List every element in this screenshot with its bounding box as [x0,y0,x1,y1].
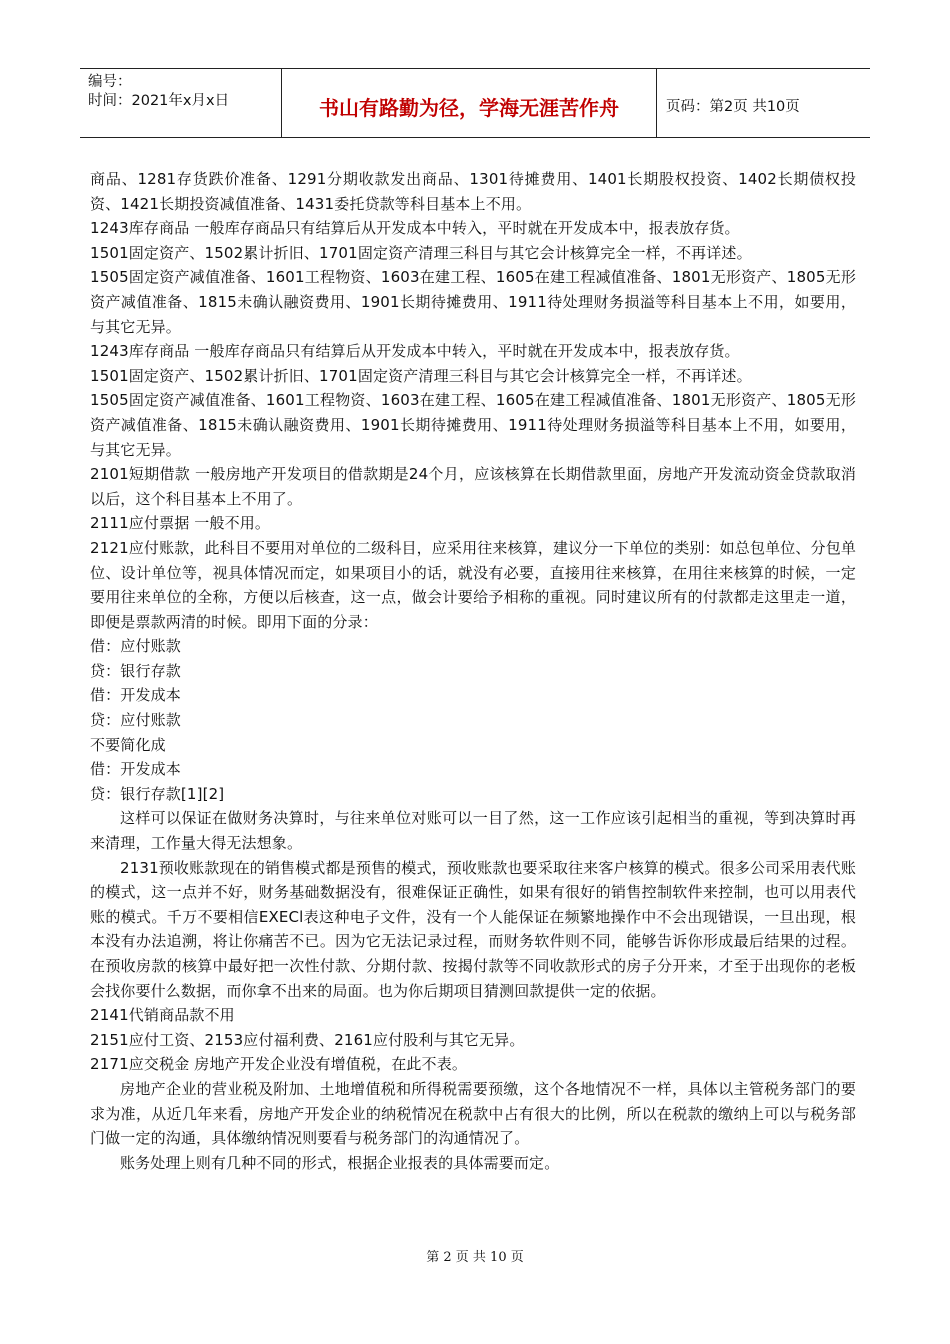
paragraph: 房地产企业的营业税及附加、土地增值税和所得税需要预缴，这个各地情况不一样，具体以主管税务部门的要求为准，从近几年来看，房地产开发企业的纳税情况在税款中占有很大的比例，所以在税款的缴纳上可以与税务部门做一定的沟通，具体缴纳情况则要看与税务部门的沟通情况了。 [90,1079,856,1148]
paragraph: 2121应付账款，此科目不要用对单位的二级科目，应采用往来核算，建议分一下单位的类别：如总包单位、分包单位、设计单位等，视具体情况而定，如果项目小的话，就没有必要，直接用往来核算，在用往来核算的时候，一定要用往来单位的全称，方便以后核查，这一点，做会计要给予相称的重视。同时建议所有的付款都走这里走一道，即便是票款两清的时候。即用下面的分录： [90,538,856,631]
paragraph: 1505固定资产减值准备、1601工程物资、1603在建工程、1605在建工程减值准备、1801无形资产、1805无形资产减值准备、1815未确认融资费用、1901长期待摊费用、1911待处理财务损溢等科目基本上不用，如要用，与其它无异。 [90,391,856,459]
paragraph: 2141代销商品款不用 [90,1006,235,1025]
document-number-label: 编号： [88,74,132,90]
paragraph: 2111应付票据 一般不用。 [90,514,271,533]
paragraph: 1501固定资产、1502累计折旧、1701固定资产清理三科目与其它会计核算完全一样，不再详述。 [90,243,752,262]
paragraph: 2171应交税金 房地产开发企业没有增值税，在此不表。 [90,1055,467,1074]
paragraph: 2101短期借款 一般房地产开发项目的借款期是24个月，应该核算在长期借款里面，房地产开发流动资金贷款取消以后，这个科目基本上不用了。 [90,465,856,508]
paragraph: 1243库存商品 一般库存商品只有结算后从开发成本中转入，平时就在开发成本中，报表放存货。 [90,342,740,361]
journal-entry-line: 贷：银行存款 [90,661,181,680]
journal-entry-line: 借：应付账款 [90,637,181,656]
paragraph: 1505固定资产减值准备、1601工程物资、1603在建工程、1605在建工程减值准备、1801无形资产、1805无形资产减值准备、1815未确认融资费用、1901长期待摊费用、1911待处理财务损溢等科目基本上不用，如要用，与其它无异。 [90,268,856,336]
paragraph: 账务处理上则有几种不同的形式，根据企业报表的具体需要而定。 [120,1153,560,1172]
journal-entry-line: 借：开发成本 [90,760,181,779]
paragraph: 不要简化成 [90,735,166,754]
journal-entry-line: 贷：银行存款[1][2] [90,784,225,803]
document-time-label: 时间：2021年x月x日 [88,93,230,109]
paragraph: 1243库存商品 一般库存商品只有结算后从开发成本中转入，平时就在开发成本中，报表放存货。 [90,219,740,238]
header-motto: 书山有路勤为径，学海无涯苦作舟 [282,69,657,137]
paragraph: 1501固定资产、1502累计折旧、1701固定资产清理三科目与其它会计核算完全一样，不再详述。 [90,366,752,385]
header-meta [80,69,282,137]
journal-entry-line: 贷：应付账款 [90,711,181,730]
paragraph: 2131预收账款现在的销售模式都是预售的模式，预收账款也要采取往来客户核算的模式。很多公司采用表代账的模式，这一点并不好，财务基础数据没有，很难保证正确性，如果有很好的销售控制软件来控制，也可以用表代账的模式。千万不要相信EXECl表这种电子文件，没有一个人能保证在频繁地操作中不会出现错误，一旦出现，根本没有办法追溯，将让你痛苦不已。因为它无法记录过程，而财务软件则不同，能够告诉你形成最后结果的过程。在预收房款的核算中最好把一次性付款、分期付款、按揭付款等不同收款形式的房子分开来，才至于出现你的老板会找你要什么数据，而你拿不出来的局面。也为你后期项目猜测回款提供一定的依据。 [90,858,856,1000]
paragraph: 这样可以保证在做财务决算时，与往来单位对账可以一目了然，这一工作应该引起相当的重视，等到决算时再来清理，工作量大得无法想象。 [90,809,856,853]
paragraph: 商品、1281存货跌价准备、1291分期收款发出商品、1301待摊费用、1401长期股权投资、1402长期债权投资、1421长期投资减值准备、1431委托贷款等科目基本上不用。 [90,170,856,213]
journal-entry-line: 借：开发成本 [90,686,181,705]
page-header [80,68,870,138]
header-page-number: 页码：第2页 共10页 [666,98,800,115]
document-body [90,167,856,1175]
paragraph: 2151应付工资、2153应付福利费、2161应付股利与其它无异。 [90,1030,525,1049]
page-footer: 第 2 页 共 10 页 [426,1250,524,1265]
